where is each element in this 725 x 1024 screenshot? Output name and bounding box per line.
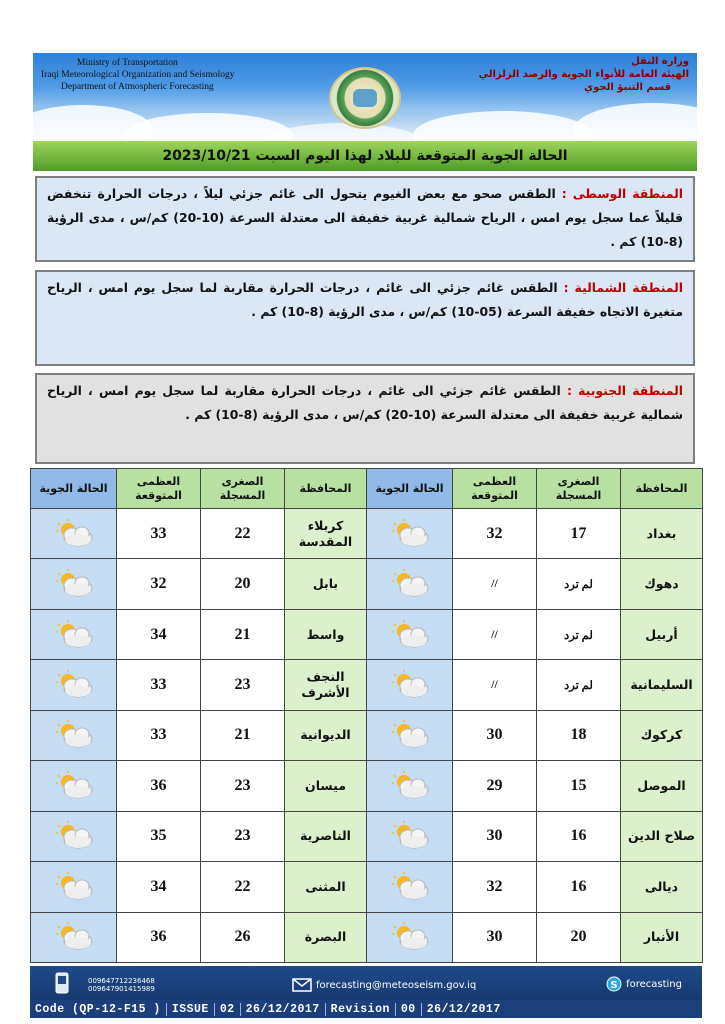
max-temp: 32 (453, 862, 537, 912)
province-name: دهوك (621, 559, 703, 609)
weather-cell (367, 912, 453, 963)
max-temp: 36 (117, 761, 201, 811)
table-row (31, 609, 703, 659)
province-name: الموصل (621, 761, 703, 811)
header-english (41, 57, 234, 93)
province-name: النجف الأشرف (285, 660, 367, 710)
region-label: المنطقة الشمالية : (563, 280, 683, 295)
issue-date: 26/12/2017 (241, 1003, 326, 1016)
partly-cloudy-icon (388, 775, 432, 794)
svg-text:S: S (610, 980, 618, 991)
partly-cloudy-icon (388, 876, 432, 895)
weather-cell (367, 559, 453, 609)
max-temp: 29 (453, 761, 537, 811)
phone-2: 009647901415989 (88, 985, 155, 993)
phone-icon (54, 971, 70, 995)
min-temp: 15 (537, 761, 621, 811)
table-row (31, 509, 703, 559)
weather-cell (31, 761, 117, 811)
min-temp: 16 (537, 811, 621, 861)
min-temp: 26 (201, 912, 285, 963)
province-name: واسط (285, 609, 367, 659)
weather-cell (31, 710, 117, 760)
weather-cell (367, 761, 453, 811)
partly-cloudy-icon (388, 574, 432, 593)
table-row (31, 660, 703, 710)
organization-logo-icon (329, 67, 401, 129)
partly-cloudy-icon (52, 826, 96, 845)
min-temp: 20 (201, 559, 285, 609)
min-temp: 18 (537, 710, 621, 760)
min-temp: 20 (537, 912, 621, 963)
col-weather: الحالة الجوية (367, 469, 453, 509)
footer-contact (30, 966, 702, 1000)
weather-cell (31, 811, 117, 861)
partly-cloudy-icon (52, 775, 96, 794)
region-label: المنطقة الجنوبية : (566, 383, 683, 398)
header-arabic (479, 55, 689, 94)
province-name: بابل (285, 559, 367, 609)
min-temp: 21 (201, 710, 285, 760)
organization-ar: الهيئة العامة للأنواء الجوية والرصد الزلزالي (478, 69, 689, 80)
email-icon (292, 978, 312, 992)
revision-date: 26/12/2017 (426, 1002, 501, 1016)
province-name: البصرة (285, 912, 367, 963)
weather-cell (367, 509, 453, 559)
forecast-central (35, 176, 695, 262)
max-temp: 32 (453, 509, 537, 559)
weather-cell (31, 912, 117, 963)
max-temp: 33 (117, 509, 201, 559)
partly-cloudy-icon (388, 826, 432, 845)
doc-code: Code (QP-12-F15 ) (30, 1003, 167, 1016)
partly-cloudy-icon (388, 725, 432, 744)
col-province: المحافظة (621, 469, 703, 509)
province-name: المثنى (285, 862, 367, 912)
table-row (31, 761, 703, 811)
page-title-bar (33, 141, 697, 171)
min-temp: لم ترد (537, 660, 621, 710)
partly-cloudy-icon (52, 523, 96, 542)
min-temp: 17 (537, 509, 621, 559)
weather-cell (31, 862, 117, 912)
footer-email[interactable] (292, 978, 476, 992)
partly-cloudy-icon (52, 876, 96, 895)
phone-1: 009647712236468 (88, 977, 155, 985)
skype-text: forecasting (626, 978, 682, 990)
max-temp: 30 (453, 811, 537, 861)
max-temp: 32 (117, 559, 201, 609)
forecast-north (35, 270, 695, 366)
partly-cloudy-icon (52, 675, 96, 694)
min-temp: 23 (201, 761, 285, 811)
province-name: الأنبار (621, 912, 703, 963)
col-province: المحافظة (285, 469, 367, 509)
max-temp: 34 (117, 609, 201, 659)
weather-cell (31, 559, 117, 609)
region-label: المنطقة الوسطى : (561, 186, 683, 201)
table-row (31, 862, 703, 912)
weather-cell (367, 609, 453, 659)
partly-cloudy-icon (388, 675, 432, 694)
partly-cloudy-icon (388, 523, 432, 542)
ministry-ar: وزارة النقل (631, 56, 689, 67)
partly-cloudy-icon (388, 927, 432, 946)
partly-cloudy-icon (52, 927, 96, 946)
partly-cloudy-icon (52, 574, 96, 593)
temperature-table (30, 468, 703, 963)
max-temp: 33 (117, 660, 201, 710)
col-max: العظمى المتوقعة (117, 469, 201, 509)
region-text: الطقس غائم جزئي الى غائم ، درجات الحرارة مقاربة لما سجل يوم امس ، الرياح متغيرة الاتجاه خفيفة السرعة (05-10) كم/س ، مدى الرؤية (8-10) كم . (47, 280, 683, 319)
header-banner (33, 53, 697, 141)
province-name: الديوانية (285, 710, 367, 760)
province-name: السليمانية (621, 660, 703, 710)
weather-cell (31, 660, 117, 710)
organization-en: Iraqi Meteorological Organization and Seismology (41, 70, 235, 80)
document-code-bar (30, 1000, 702, 1018)
table-row (31, 559, 703, 609)
max-temp: 35 (117, 811, 201, 861)
partly-cloudy-icon (52, 624, 96, 643)
forecast-south (35, 373, 695, 464)
phone-numbers (88, 977, 155, 993)
max-temp: 30 (453, 912, 537, 963)
province-name: أربيل (621, 609, 703, 659)
min-temp: 23 (201, 660, 285, 710)
table-row (31, 811, 703, 861)
table-row (31, 710, 703, 760)
col-min: الصغرى المسجلة (537, 469, 621, 509)
col-weather: الحالة الجوية (31, 469, 117, 509)
province-name: ديالى (621, 862, 703, 912)
col-max: العظمى المتوقعة (453, 469, 537, 509)
weather-cell (31, 609, 117, 659)
region-text: الطقس غائم جزئي الى غائم ، درجات الحرارة مقاربة لما سجل يوم امس ، الرياح شمالية غربية خفيفة الى معتدلة السرعة (10-20) كم/س ، مدى الرؤية (8-10) كم . (47, 383, 683, 422)
province-name: صلاح الدين (621, 811, 703, 861)
weather-cell (31, 509, 117, 559)
ministry-en: Ministry of Transportation (77, 58, 178, 68)
region-text: الطقس صحو مع بعض الغيوم يتحول الى غائم جزئي ليلاً ، درجات الحرارة تنخفض قليلاً عما سجل يوم امس ، الرياح شمالية غربية خفيفة الى معتدلة السرعة (10-20) كم/س ، مدى الرؤية (8-10) كم . (47, 186, 683, 249)
province-name: كركوك (621, 710, 703, 760)
max-temp: 34 (117, 862, 201, 912)
min-temp: لم ترد (537, 559, 621, 609)
table-header-row (31, 469, 703, 509)
min-temp: 22 (201, 509, 285, 559)
revision-label: Revision (326, 1003, 396, 1016)
min-temp: لم ترد (537, 609, 621, 659)
min-temp: 16 (537, 862, 621, 912)
weather-cell (367, 710, 453, 760)
max-temp: 33 (117, 710, 201, 760)
max-temp: // (453, 559, 537, 609)
weather-cell (367, 811, 453, 861)
max-temp: // (453, 609, 537, 659)
partly-cloudy-icon (52, 725, 96, 744)
footer-skype[interactable] (606, 976, 682, 992)
min-temp: 21 (201, 609, 285, 659)
province-name: الناصرية (285, 811, 367, 861)
max-temp: // (453, 660, 537, 710)
max-temp: 36 (117, 912, 201, 963)
email-text: forecasting@meteoseism.gov.iq (316, 979, 477, 991)
issue-number: 02 (215, 1003, 241, 1016)
col-min: الصغرى المسجلة (201, 469, 285, 509)
province-name: بغداد (621, 509, 703, 559)
department-ar: قسم التنبؤ الجوي (583, 82, 671, 93)
partly-cloudy-icon (388, 624, 432, 643)
province-name: ميسان (285, 761, 367, 811)
weather-cell (367, 660, 453, 710)
skype-icon (606, 976, 622, 992)
department-en: Department of Atmospheric Forecasting (61, 82, 214, 92)
issue-label: ISSUE (167, 1003, 215, 1016)
min-temp: 23 (201, 811, 285, 861)
page-title: الحالة الجوية المتوقعة للبلاد لهذا اليوم السبت 2023/10/21 (162, 148, 568, 164)
table-row (31, 912, 703, 963)
min-temp: 22 (201, 862, 285, 912)
weather-cell (367, 862, 453, 912)
max-temp: 30 (453, 710, 537, 760)
province-name: كربلاء المقدسة (285, 509, 367, 559)
revision-number: 00 (396, 1003, 422, 1016)
